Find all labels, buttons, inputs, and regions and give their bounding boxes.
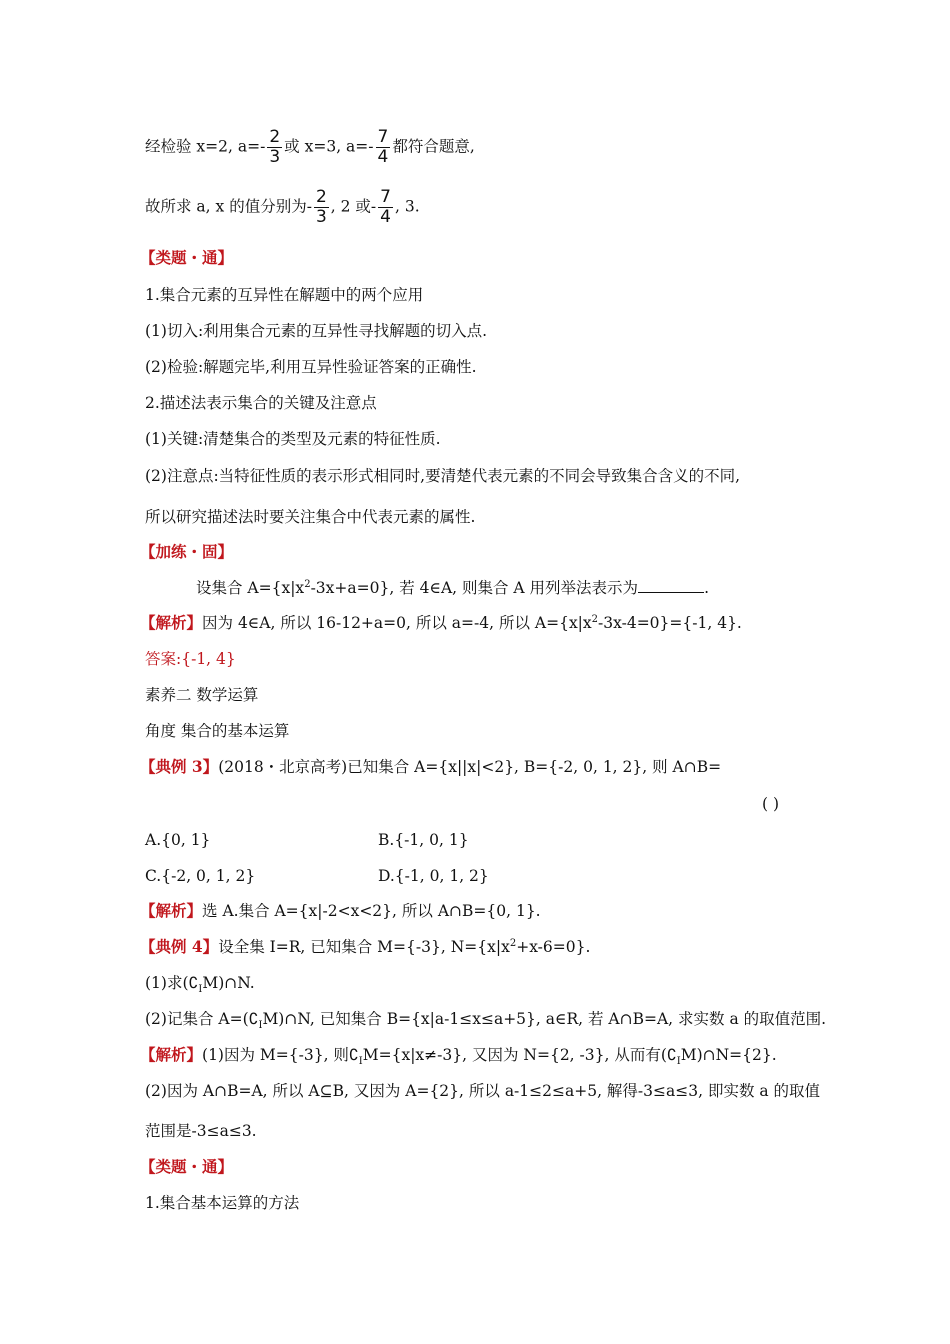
example-3: 【典例 3】(2018・北京高考)已知集合 A={x||x|<2}, B={-2, 0, 1, 2}, 则 A∩B= [140, 757, 722, 776]
verification-line [145, 128, 475, 167]
fraction: $\frac{2}{3}$ [269, 127, 281, 167]
paragraph: (2)因为 A∩B=A, 所以 A⊆B, 又因为 A={2}, 所以 a-1≤2≤a+5, 解得-3≤a≤3, 即实数 a 的取值 [145, 1082, 821, 1100]
paragraph: 1.集合基本运算的方法 [145, 1194, 300, 1212]
fraction: $\frac{7}{4}$ [377, 127, 389, 167]
solution: 【解析】选 A.集合 A={x|-2<x<2}, 所以 A∩B={0, 1}. [140, 901, 541, 920]
solution: 【解析】因为 4∈A, 所以 16-12+a=0, 所以 a=-4, 所以 $A=\{x|x^2-3x-4=0\}=\{-1$, 4}. [140, 613, 742, 632]
paragraph: 2.描述法表示集合的关键及注意点 [145, 394, 377, 412]
subsection-title: 素养二 数学运算 [145, 686, 259, 704]
text: , 2 或- [330, 197, 377, 216]
conclusion-line [145, 188, 420, 227]
subsection-title: 角度 集合的基本运算 [145, 722, 290, 740]
paragraph: (2)注意点:当特征性质的表示形式相同时,要清楚代表元素的不同会导致集合含义的不同, [145, 467, 741, 485]
option-d: D.{-1, 0, 1, 2} [378, 867, 489, 885]
paragraph: (2)检验:解题完毕,利用互异性验证答案的正确性. [145, 358, 477, 376]
paragraph: 所以研究描述法时要关注集合中代表元素的属性. [145, 508, 476, 526]
option-a: A.{0, 1} [145, 831, 211, 849]
exercise-question: 设集合 $A=\{x|x^2-3x+a=0\}$, 若 4∈A, 则集合 A 用列举法表示为 . [196, 578, 709, 597]
text: 故所求 a, x 的值分别为- [145, 197, 312, 216]
text: 都符合题意, [392, 137, 475, 156]
paragraph: 1.集合元素的互异性在解题中的两个应用 [145, 286, 424, 304]
answer-parentheses: ( ) [762, 795, 780, 813]
fraction: $\frac{2}{3}$ [315, 187, 327, 227]
section-heading: 【类题・通】 [140, 248, 234, 267]
section-heading: 【类题・通】 [140, 1157, 234, 1176]
example-4: 【典例 4】设全集 I=R, 已知集合 M={-3}, $N=\{x|x^2+x-6=0\}$. [140, 937, 591, 956]
text: , 3. [394, 197, 420, 216]
paragraph: 范围是-3≤a≤3. [145, 1122, 257, 1140]
solution: 【解析】(1)因为 M={-3}, 则$∁_IM=\{x|x\ne-3\}$, 又因为 N={2, -3}, 从而有$(∁_IM)\cap N=\{2\}$. [140, 1045, 777, 1068]
option-b: B.{-1, 0, 1} [378, 831, 469, 849]
answer-blank [638, 578, 704, 593]
fraction: $\frac{7}{4}$ [380, 187, 391, 227]
paragraph: (1)关键:清楚集合的类型及元素的特征性质. [145, 430, 441, 448]
section-heading: 【加练・固】 [140, 542, 234, 561]
question-part-2: (2)记集合 $A=(∁_IM)\cap N$, 已知集合 B={x|a-1≤x≤a+5}, a∈R, 若 A∩B=A, 求实数 a 的取值范围. [145, 1010, 827, 1032]
answer: 答案:{-1, 4} [145, 650, 236, 668]
text: 经检验 x=2, a=- [145, 137, 266, 156]
paragraph: (1)切入:利用集合元素的互异性寻找解题的切入点. [145, 322, 488, 340]
option-c: C.{-2, 0, 1, 2} [145, 867, 256, 885]
text: 或 x=3, a=- [284, 137, 374, 156]
question-part-1: (1)求$(∁_IM)\cap N$. [145, 974, 255, 996]
